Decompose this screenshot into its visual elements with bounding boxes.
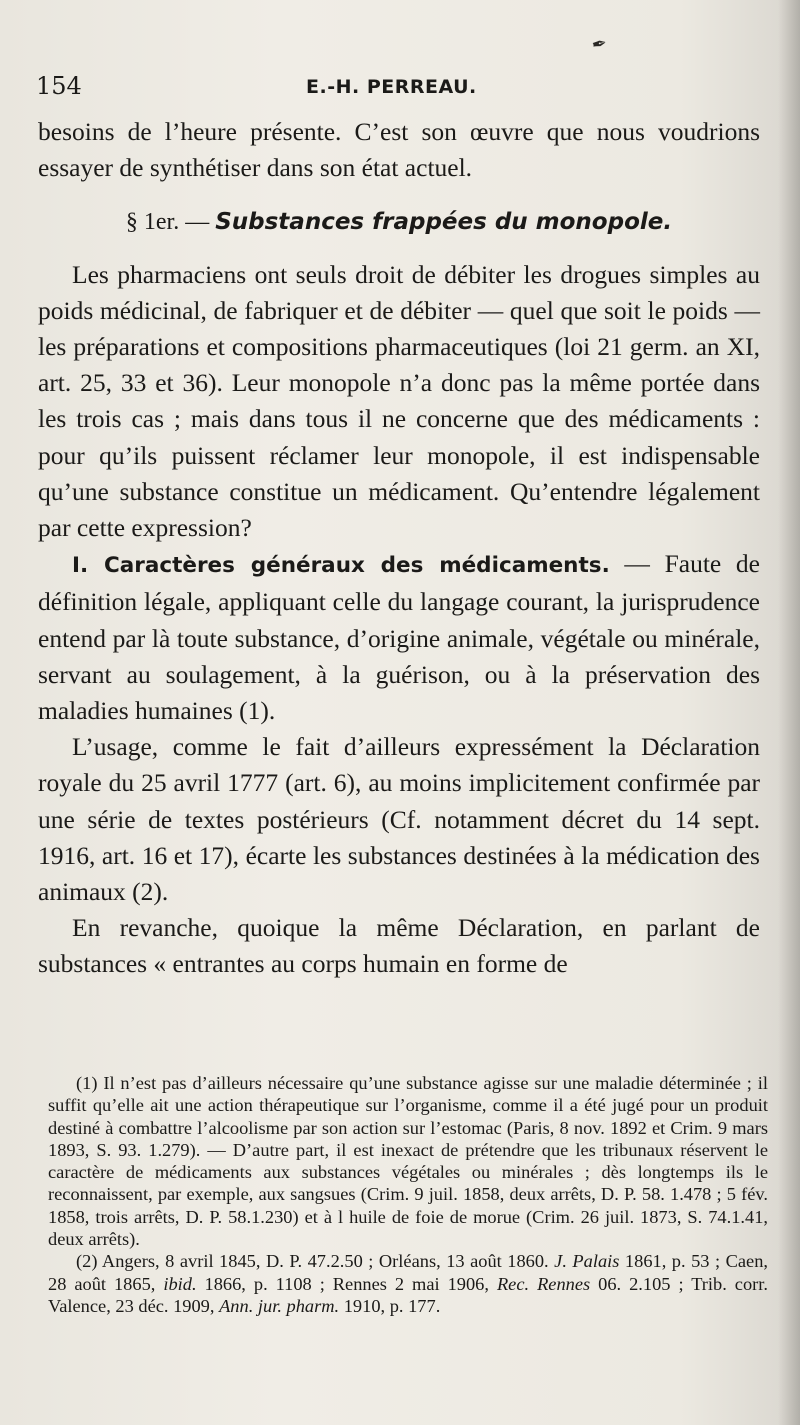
page-number: 154 [36,72,82,100]
footnote-2-citation: Ann. jur. pharm. [219,1295,340,1316]
paragraph-2-text: — Faute de définition légale, appliquant celle du langage courant, la jurisprudence entend par là toute substance, d’origine animale, végétale ou minérale, servant au soulagement, à la guérison, ou à la préservation des maladies humaines (1). [38,549,760,726]
footnote-2-part: 06. 2.105 ; Trib. corr. Valence, 23 déc. 1909, [48,1273,768,1316]
ornament-mark: ✒ [589,32,610,57]
paragraph-2 [38,546,760,729]
section-heading [38,204,760,240]
section-sign: § 1er. — [125,209,216,236]
footnote-2-part: 1866, p. 1108 ; Rennes 2 mai 1906, [196,1273,497,1294]
footnote-2-part: 1861, p. 53 ; Caen, 28 août 1865, [48,1251,769,1294]
section-title: Substances frappées du monopole. [215,209,673,236]
footnote-2-part: 1910, p. 177. [339,1295,441,1316]
footnote-2 [48,1250,768,1317]
paragraph-1: Les pharmaciens ont seuls droit de débiter les drogues simples au poids médicinal, de fabriquer et de débiter — quel que soit le poids — les préparations et compositions pharmaceutiques (loi 21 germ. an XI, art. 25, 33 et 36). Leur monopole n’a donc pas la même portée dans les trois cas ; mais dans tous il ne concerne que des médicaments : pour qu’ils puissent réclamer leur monopole, il est indispensable qu’une substance constitue un médicament. Qu’entendre légalement par cette expression? [38,259,760,543]
footnotes [48,1072,768,1317]
footnote-2-citation: ibid. [163,1273,197,1294]
subsection-heading: I. Caractères généraux des médicaments. [72,553,610,579]
page-edge-shadow [778,0,800,1425]
paragraph-3: L’usage, comme le fait d’ailleurs expressément la Déclaration royale du 25 avril 1777 (art. 6), au moins implicitement confirmée par une série de textes postérieurs (Cf. notamment décret du 14 sept. 1916, art. 16 et 17), écarte les substances destinées à la médication des animaux (2). [38,732,760,907]
footnote-2-part: (2) Angers, 8 avril 1845, D. P. 47.2.50 ; Orléans, 13 août 1860. [76,1251,555,1272]
footnote-2-citation: J. Palais [554,1251,620,1272]
running-head: E.-H. PERREAU. [306,76,477,98]
body-text [38,114,760,983]
footnote-2-citation: Rec. Rennes [496,1273,591,1294]
carryover-paragraph: besoins de l’heure présente. C’est son œuvre que nous voudrions essayer de synthétiser dans son état actuel. [38,117,760,183]
paragraph-4: En revanche, quoique la même Déclaration, en parlant de substances « entrantes au corps humain en forme de [38,913,760,979]
page-header [36,72,756,106]
footnote-1: (1) Il n’est pas d’ailleurs nécessaire qu’une substance agisse sur une maladie déterminée ; il suffit qu’elle ait une action thérapeutique sur l’organisme, comme il a été jugé pour un produit destiné à combattre l’alcoolisme par son action sur l’estomac (Paris, 8 nov. 1892 et Crim. 9 mars 1893, S. 93. 1.279). — D’autre part, il est inexact de prétendre que les tribunaux réservent le caractère de médicaments aux substances végétales ou minérales ; dès longtemps ils le reconnaissent, par exemple, aux sangsues (Crim. 9 juil. 1858, deux arrêts, D. P. 58. 1.478 ; 5 fév. 1858, trois arrêts, D. P. 58.1.230) et à l huile de foie de morue (Crim. 26 juil. 1873, S. 74.1.41, deux arrêts). [48,1073,768,1250]
